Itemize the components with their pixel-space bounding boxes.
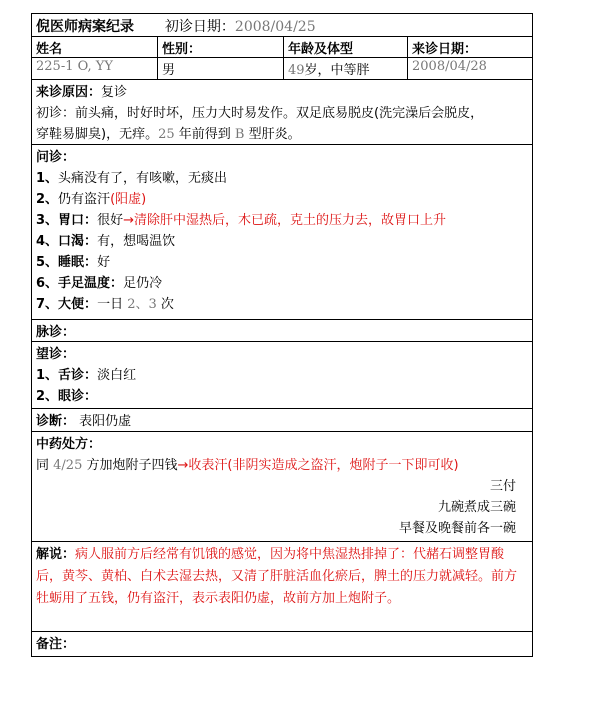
- reason-line-2c: 型肝炎。: [244, 127, 301, 142]
- name-label: 姓名: [32, 37, 158, 57]
- sex-label: 性别：: [158, 37, 284, 57]
- prescription-line: 同 4/25 方加炮附子四钱→收表汗(非阴实造成之盗汗，炮附子一下即可收): [36, 458, 459, 473]
- diagnosis-value: 表阳仍虚: [79, 414, 132, 429]
- info-value-row: [32, 58, 532, 80]
- hepatitis-type: B: [234, 127, 245, 142]
- diagnosis-section: [32, 409, 532, 432]
- inquiry-item-3: 3、胃口：很好→清除肝中湿热后，木已疏，克土的压力去，故胃口上升: [36, 213, 446, 228]
- note-section: [32, 632, 532, 656]
- prescription-section: [32, 432, 532, 542]
- observe-section: [32, 342, 532, 409]
- inquiry-label: 问诊：: [36, 150, 76, 165]
- inquiry-item-6: 6、手足温度：足仍冷: [36, 276, 163, 291]
- inquiry-item-5: 5、睡眠：好: [36, 255, 111, 270]
- info-header-row: [32, 37, 532, 58]
- reason-line-1: 初诊：前头痛，时好时坏，压力大时易发作。双足底易脱皮(洗完澡后会脱皮，: [36, 106, 484, 121]
- patient-sex: 男: [158, 58, 284, 79]
- patient-id: 225-1 O, YY: [32, 58, 158, 79]
- first-visit-label: 初诊日期：: [164, 19, 235, 35]
- inquiry-item-4: 4、口渴：有，想喝温饮: [36, 234, 176, 249]
- prescription-dose: 三付: [489, 479, 516, 494]
- observe-label: 望诊：: [36, 347, 76, 362]
- explanation-section: [32, 542, 532, 632]
- inquiry-section: [32, 145, 532, 320]
- age-label: 年龄及体型: [284, 37, 408, 57]
- patient-age: 49: [288, 63, 305, 78]
- tongue-value: 淡白红: [97, 368, 137, 383]
- patient-visit-date: 2008/04/28: [412, 59, 487, 74]
- explanation-text: 病人服前方后经常有饥饿的感觉，因为将中焦湿热排掉了：代赭石调整胃酸后，黄芩、黄柏、白术去湿去热，又清了肝脏活血化瘀后，脾土的压力就减轻。前方牡蛎用了五钱，仍有盗汗，表示表阳仍虚，故前方加上炮附子。: [36, 547, 518, 606]
- prescription-label: 中药处方：: [36, 437, 102, 452]
- inquiry-item-2: 2、仍有盗汗(阳虚): [36, 192, 147, 207]
- inquiry-item-7: 7、大便：一日 2、3 次: [36, 297, 174, 312]
- pulse-label: 脉诊：: [36, 325, 76, 340]
- pulse-section: [32, 320, 532, 342]
- arrow-icon: →: [123, 213, 134, 228]
- inquiry-item-1: 1、头痛没有了，有咳嗽，无痰出: [36, 171, 228, 186]
- prescription-take: 早餐及晚餐前各一碗: [398, 521, 516, 536]
- eye-line: 2、眼诊：: [36, 389, 98, 404]
- years-number: 25: [158, 127, 175, 142]
- prescription-boil: 九碗煮成三碗: [437, 500, 516, 515]
- first-visit-date: 2008/04/25: [234, 19, 316, 35]
- title-row: [32, 14, 532, 37]
- patient-build: 岁，中等胖: [304, 63, 370, 78]
- reason-section: [32, 80, 532, 145]
- arrow-icon: →: [177, 458, 189, 473]
- reason-value: 复诊: [101, 85, 128, 100]
- note-label: 备注：: [36, 637, 76, 652]
- reason-label: 来诊原因：: [36, 85, 102, 100]
- case-record-table: [31, 13, 533, 657]
- record-title: 倪医师病案纪录: [36, 19, 134, 35]
- visit-date-label: 来诊日期：: [412, 42, 478, 57]
- tongue-line: 1、舌诊：淡白红: [36, 368, 137, 383]
- diagnosis-label: 诊断：: [36, 414, 76, 429]
- explanation-label: 解说：: [36, 547, 76, 562]
- reason-line-2b: 年前得到: [174, 127, 235, 142]
- reason-line-2: 穿鞋易脚臭)，无痒。: [36, 127, 159, 142]
